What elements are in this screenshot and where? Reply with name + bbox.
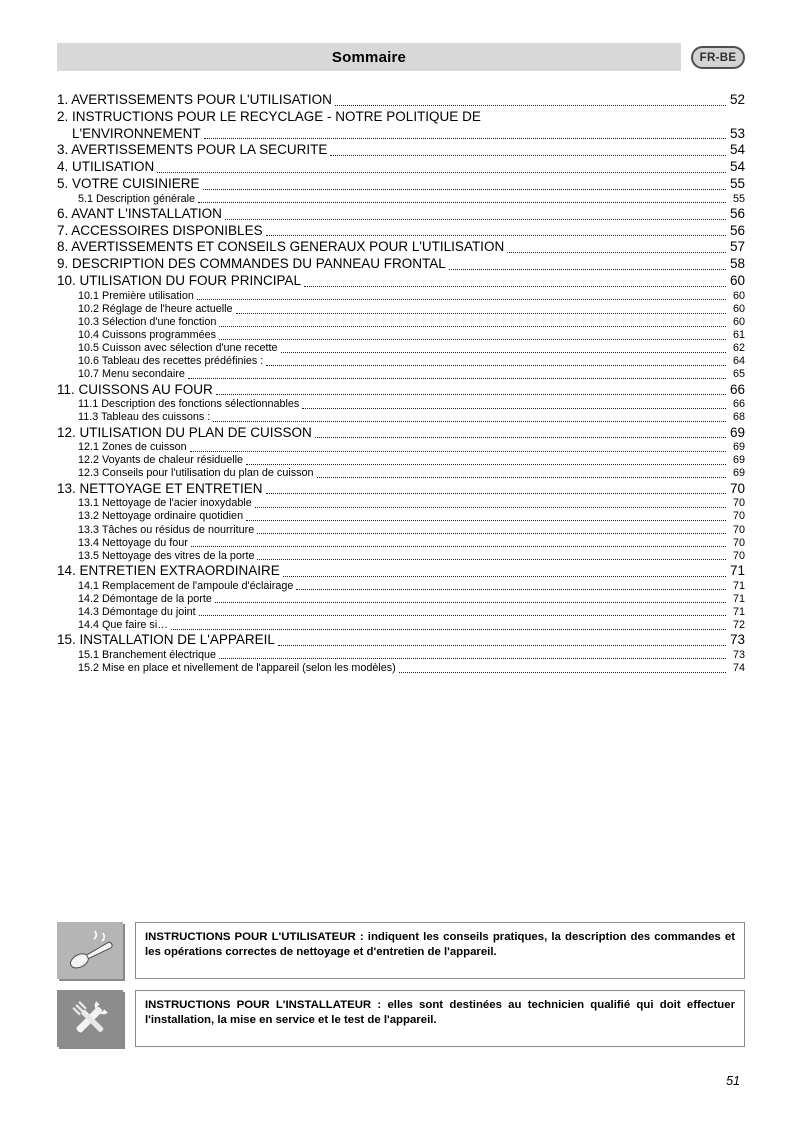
user-instructions-note xyxy=(57,922,745,979)
toc-entry[interactable] xyxy=(57,510,745,523)
toc-entry-label: 13.5 Nettoyage des vitres de la porte xyxy=(78,549,255,562)
toc-page-number: 74 xyxy=(732,661,745,674)
toc-leader-dots xyxy=(266,235,726,236)
toc-leader-dots xyxy=(266,493,726,494)
spoon-icon xyxy=(57,922,123,979)
user-instructions-label: INSTRUCTIONS POUR L'UTILISATEUR : xyxy=(145,931,364,943)
toc-leader-dots xyxy=(171,629,726,630)
toc-entry[interactable] xyxy=(57,256,745,273)
installer-instructions-note xyxy=(57,990,745,1047)
toc-leader-dots xyxy=(283,576,726,577)
toc-entry-label: 10.2 Réglage de l'heure actuelle xyxy=(78,302,233,315)
toc-leader-dots xyxy=(302,408,726,409)
toc-entry[interactable] xyxy=(57,159,745,176)
toc-leader-dots xyxy=(246,520,726,521)
toc-leader-dots xyxy=(219,339,726,340)
toc-page-number: 69 xyxy=(729,424,745,440)
toc-page-number: 56 xyxy=(729,222,745,238)
toc-page-number: 54 xyxy=(729,159,745,175)
toc-leader-dots xyxy=(191,546,726,547)
toc-page-number: 70 xyxy=(732,536,745,549)
tools-icon xyxy=(57,990,123,1047)
toc-entry[interactable] xyxy=(57,481,745,498)
toc-entry-label: 3. AVERTISSEMENTS POUR LA SECURITE xyxy=(57,142,328,158)
installer-instructions-label: INSTRUCTIONS POUR L'INSTALLATEUR : xyxy=(145,999,382,1011)
toc-entry-label: 14. ENTRETIEN EXTRAORDINAIRE xyxy=(57,562,280,578)
toc-entry-label: 15.2 Mise en place et nivellement de l'appareil (selon les modèles) xyxy=(78,661,396,674)
toc-entry-label: 10.1 Première utilisation xyxy=(78,289,194,302)
toc-page-number: 70 xyxy=(732,510,745,523)
toc-entry-label: 10.4 Cuissons programmées xyxy=(78,329,217,342)
toc-page-number: 60 xyxy=(729,273,745,289)
toc-entry[interactable] xyxy=(57,649,745,662)
toc-entry[interactable] xyxy=(57,316,745,329)
toc-entry-label: 13.3 Tâches ou résidus de nourriture xyxy=(78,523,255,536)
toc-leader-dots xyxy=(266,365,726,366)
toc-leader-dots xyxy=(215,602,726,603)
toc-entry-label: L'ENVIRONNEMENT xyxy=(72,125,201,141)
toc-entry[interactable] xyxy=(57,441,745,454)
instruction-notes xyxy=(57,922,745,1058)
installer-instructions-body: elles sont destinées au technicien qualifié qui doit effectuer l'installation, la mise en service et le test de l'appareil. xyxy=(145,999,736,1026)
toc-entry-label: 10.3 Sélection d'une fonction xyxy=(78,316,217,329)
toc-entry-label: 14.3 Démontage du joint xyxy=(78,605,196,618)
toc-entry[interactable] xyxy=(57,425,745,442)
toc-page-number: 60 xyxy=(732,289,745,302)
toc-leader-dots xyxy=(213,421,726,422)
toc-page-number: 71 xyxy=(732,592,745,605)
toc-entry-label: 12.3 Conseils pour l'utilisation du plan de cuisson xyxy=(78,467,314,480)
toc-entry-label: 14.1 Remplacement de l'ampoule d'éclairage xyxy=(78,579,294,592)
toc-leader-dots xyxy=(257,533,726,534)
toc-page-number: 55 xyxy=(729,175,745,191)
toc-entry[interactable] xyxy=(57,606,745,619)
toc-leader-dots xyxy=(257,559,726,560)
toc-leader-dots xyxy=(281,352,726,353)
toc-entry-label: 10.7 Menu secondaire xyxy=(78,368,185,381)
toc-page-number: 69 xyxy=(732,454,745,467)
installer-instructions-text xyxy=(135,990,745,1047)
toc-leader-dots xyxy=(304,286,726,287)
toc-page-number: 66 xyxy=(732,398,745,411)
toc-entry-label: 11.1 Description des fonctions sélectionnables xyxy=(78,398,300,411)
toc-leader-dots xyxy=(199,615,726,616)
toc-entry[interactable] xyxy=(57,193,745,206)
toc-page-number: 69 xyxy=(732,467,745,480)
toc-leader-dots xyxy=(399,672,726,673)
toc-page-number: 58 xyxy=(729,256,745,272)
toc-leader-dots xyxy=(188,378,726,379)
toc-entry[interactable] xyxy=(57,632,745,649)
toc-page-number: 55 xyxy=(732,192,745,205)
toc-entry-label: 11. CUISSONS AU FOUR xyxy=(57,381,213,397)
toc-entry-label: 13.1 Nettoyage de l'acier inoxydable xyxy=(78,497,252,510)
toc-page-number: 70 xyxy=(732,549,745,562)
toc-entry[interactable] xyxy=(57,454,745,467)
toc-entry-label: 7. ACCESSOIRES DISPONIBLES xyxy=(57,222,263,238)
toc-page-number: 70 xyxy=(732,523,745,536)
toc-entry-label: 12. UTILISATION DU PLAN DE CUISSON xyxy=(57,424,312,440)
toc-entry[interactable] xyxy=(57,563,745,580)
toc-leader-dots xyxy=(204,138,726,139)
toc-leader-dots xyxy=(219,326,726,327)
toc-page-number: 61 xyxy=(732,329,745,342)
toc-page-number: 70 xyxy=(729,480,745,496)
toc-entry-label: 9. DESCRIPTION DES COMMANDES DU PANNEAU FRONTAL xyxy=(57,256,446,272)
toc-page-number: 73 xyxy=(729,632,745,648)
language-badge xyxy=(691,46,745,69)
page-number: 51 xyxy=(726,1074,740,1088)
toc-page-number: 65 xyxy=(732,368,745,381)
toc-entry-label: 12.2 Voyants de chaleur résiduelle xyxy=(78,454,244,467)
toc-entry-label: 14.4 Que faire si… xyxy=(78,618,169,631)
toc-entry-label: 14.2 Démontage de la porte xyxy=(78,592,212,605)
toc-entry[interactable] xyxy=(57,303,745,316)
toc-entry-label: 13.2 Nettoyage ordinaire quotidien xyxy=(78,510,244,523)
toc-leader-dots xyxy=(190,451,726,452)
toc-entry[interactable] xyxy=(57,206,745,223)
toc-entry-label: 13.4 Nettoyage du four xyxy=(78,536,188,549)
toc-leader-dots xyxy=(330,155,726,156)
toc-entry[interactable] xyxy=(57,537,745,550)
toc-leader-dots xyxy=(236,313,726,314)
toc-entry[interactable] xyxy=(57,342,745,355)
toc-page-number: 54 xyxy=(729,142,745,158)
toc-entry-label: 12.1 Zones de cuisson xyxy=(78,441,187,454)
toc-entry[interactable] xyxy=(57,368,745,381)
toc-entry[interactable] xyxy=(57,239,745,256)
toc-page-number: 57 xyxy=(729,239,745,255)
toc-entry-label: 4. UTILISATION xyxy=(57,159,155,175)
toc-page-number: 53 xyxy=(729,125,745,141)
toc-leader-dots xyxy=(335,105,726,106)
toc-entry-label: 13. NETTOYAGE ET ENTRETIEN xyxy=(57,480,263,496)
toc-page-number: 64 xyxy=(732,355,745,368)
page-header xyxy=(57,43,745,71)
toc-leader-dots xyxy=(198,202,726,203)
page-title-text: Sommaire xyxy=(331,48,407,66)
toc-page-number: 60 xyxy=(732,316,745,329)
toc-leader-dots xyxy=(449,269,726,270)
toc-leader-dots xyxy=(255,507,726,508)
toc-page-number: 56 xyxy=(729,205,745,221)
toc-entry[interactable] xyxy=(57,273,745,290)
toc-leader-dots xyxy=(225,219,726,220)
toc-page-number: 66 xyxy=(729,381,745,397)
toc-entry-label: 15. INSTALLATION DE L'APPAREIL xyxy=(57,632,275,648)
toc-entry-label: 11.3 Tableau des cuissons : xyxy=(78,411,211,424)
toc-entry[interactable] xyxy=(57,524,745,537)
toc-entry-label: 10.5 Cuisson avec sélection d'une recette xyxy=(78,342,278,355)
toc-entry[interactable] xyxy=(57,126,745,143)
user-instructions-text xyxy=(135,922,745,979)
toc-entry-label: 5.1 Description générale xyxy=(78,192,196,205)
toc-page-number: 71 xyxy=(729,562,745,578)
toc-entry[interactable] xyxy=(57,411,745,424)
toc-page-number: 62 xyxy=(732,342,745,355)
toc-entry[interactable] xyxy=(57,593,745,606)
toc-entry-label: 2. INSTRUCTIONS POUR LE RECYCLAGE - NOTRE POLITIQUE DE xyxy=(57,108,481,124)
toc-leader-dots xyxy=(315,437,726,438)
toc-entry[interactable] xyxy=(57,398,745,411)
toc-entry[interactable] xyxy=(57,92,745,109)
toc-page-number: 68 xyxy=(732,411,745,424)
toc-entry[interactable] xyxy=(57,290,745,303)
toc-entry[interactable] xyxy=(57,142,745,159)
toc-leader-dots xyxy=(246,464,726,465)
toc-page-number: 69 xyxy=(732,441,745,454)
toc-leader-dots xyxy=(317,477,726,478)
toc-entry[interactable] xyxy=(57,467,745,480)
toc-page-number: 72 xyxy=(732,618,745,631)
toc-leader-dots xyxy=(216,394,726,395)
toc-entry[interactable] xyxy=(57,382,745,399)
toc-entry[interactable] xyxy=(57,176,745,193)
toc-entry[interactable] xyxy=(57,580,745,593)
toc-leader-dots xyxy=(278,645,726,646)
toc-entry-label: 8. AVERTISSEMENTS ET CONSEILS GENERAUX POUR L'UTILISATION xyxy=(57,239,505,255)
toc-leader-dots xyxy=(203,189,726,190)
toc-entry[interactable] xyxy=(57,329,745,342)
toc-entry[interactable] xyxy=(57,497,745,510)
toc-leader-dots xyxy=(296,589,726,590)
toc-page-number: 60 xyxy=(732,302,745,315)
page-title xyxy=(57,43,681,71)
language-badge-text: FR-BE xyxy=(699,51,737,64)
toc-page-number: 71 xyxy=(732,579,745,592)
toc-page-number: 52 xyxy=(729,92,745,107)
toc-page-number: 70 xyxy=(732,497,745,510)
toc-leader-dots xyxy=(507,252,726,253)
toc-entry[interactable] xyxy=(57,662,745,675)
toc-leader-dots xyxy=(219,658,726,659)
toc-entry[interactable] xyxy=(57,109,745,126)
toc-entry-label: 15.1 Branchement électrique xyxy=(78,648,217,661)
toc-entry-label: 10.6 Tableau des recettes prédéfinies : xyxy=(78,355,264,368)
toc-entry-label: 6. AVANT L'INSTALLATION xyxy=(57,205,222,221)
toc-entry-label: 5. VOTRE CUISINIERE xyxy=(57,175,200,191)
toc-leader-dots xyxy=(157,172,726,173)
toc-entry[interactable] xyxy=(57,355,745,368)
toc-entry-label: 1. AVERTISSEMENTS POUR L'UTILISATION xyxy=(57,92,332,107)
toc-entry[interactable] xyxy=(57,619,745,632)
toc-page-number: 71 xyxy=(732,605,745,618)
toc-entry-label: 10. UTILISATION DU FOUR PRINCIPAL xyxy=(57,273,302,289)
toc-entry[interactable] xyxy=(57,550,745,563)
toc-page-number: 73 xyxy=(732,648,745,661)
table-of-contents xyxy=(57,92,745,675)
toc-leader-dots xyxy=(197,299,726,300)
toc-entry[interactable] xyxy=(57,223,745,240)
user-instructions-body: indiquent les conseils pratiques, la description des commandes et les opérations correctes de nettoyage et d'entretien de l'appareil. xyxy=(145,931,736,958)
